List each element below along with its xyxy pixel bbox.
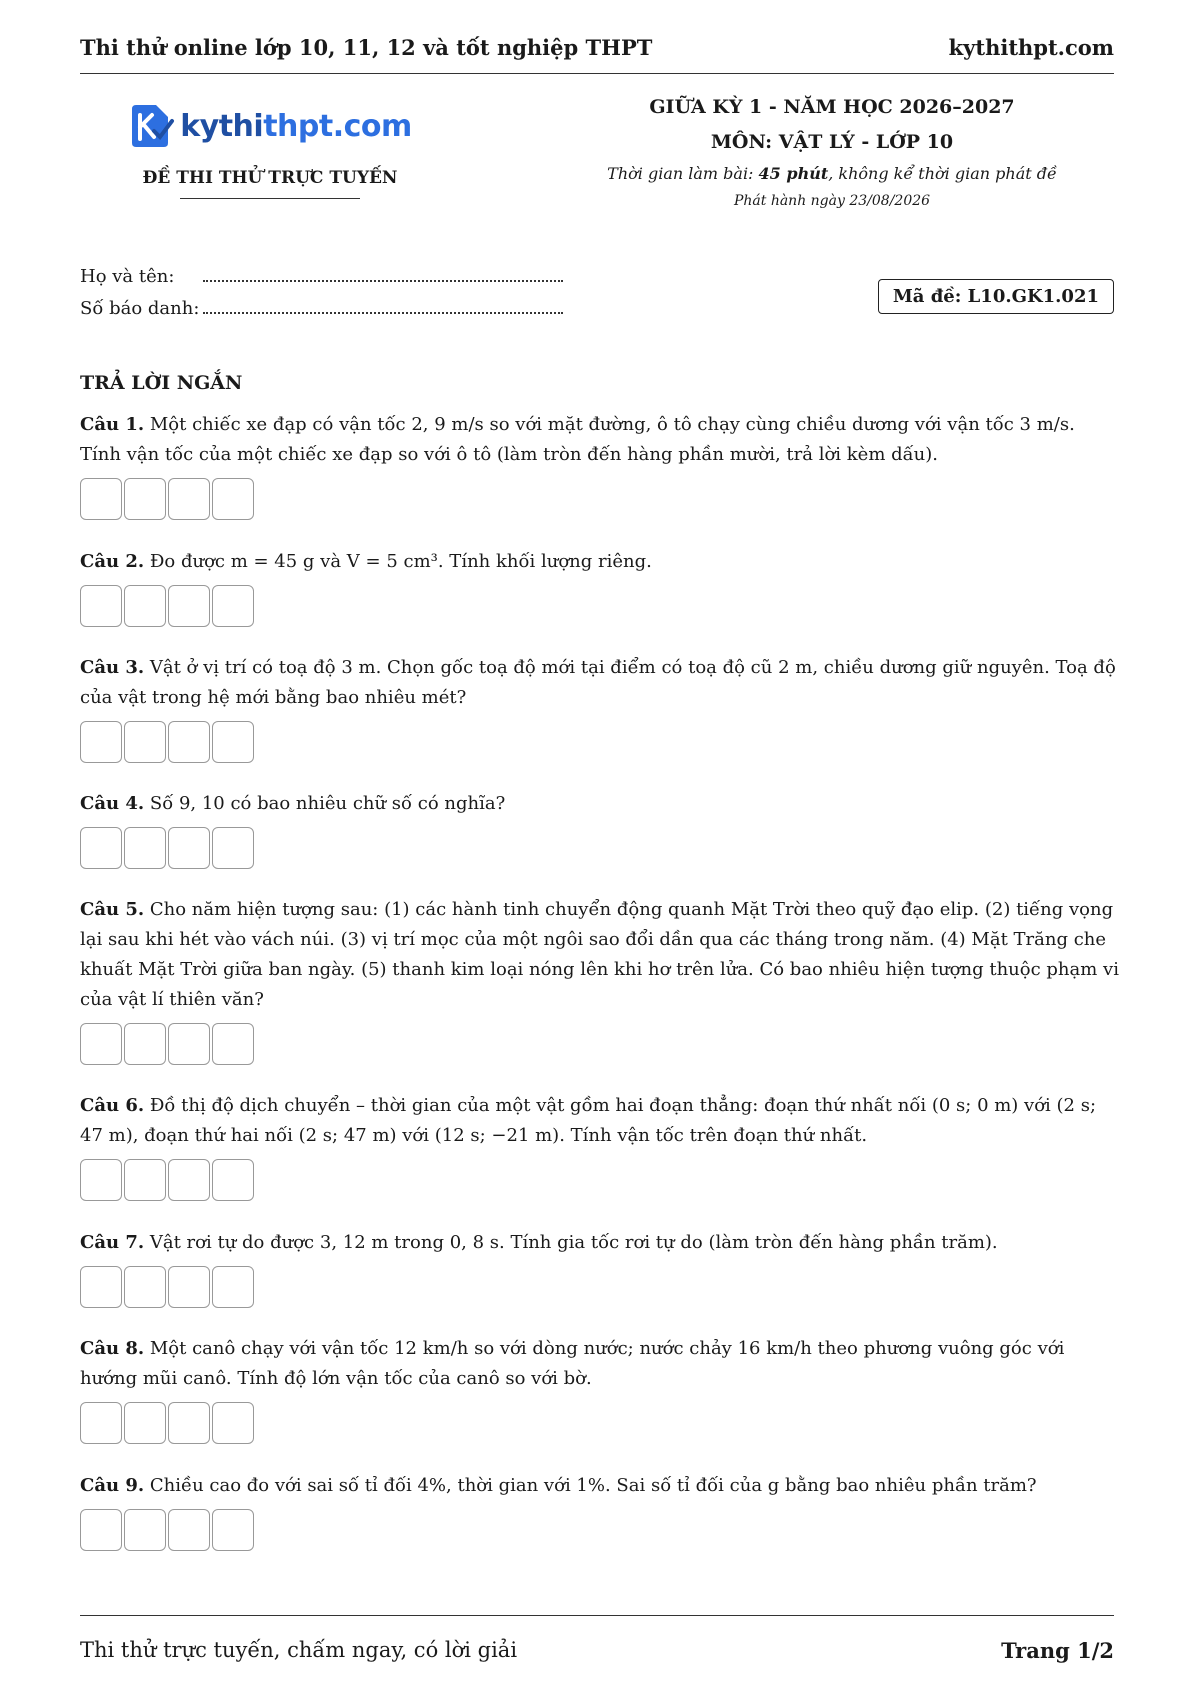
answer-box[interactable] (80, 1509, 122, 1551)
page-footer (80, 1615, 1114, 1663)
page-header (80, 22, 1114, 74)
answer-boxes (80, 585, 1119, 627)
answer-box[interactable] (168, 1159, 210, 1201)
answer-box[interactable] (80, 478, 122, 520)
exam-heading (80, 90, 1114, 240)
answer-box[interactable] (80, 721, 122, 763)
logo (80, 98, 460, 154)
logo-text: kythithpt.com (180, 108, 412, 144)
answer-box[interactable] (212, 478, 254, 520)
answer-box[interactable] (168, 827, 210, 869)
question: Câu 5. Cho năm hiện tượng sau: (1) các hành tinh chuyển động quanh Mặt Trời theo quỹ đạo elip. (2) tiếng vọng lại sau khi hét vào vách núi. (3) vị trí mọc của một ngôi sao đổi dần qua các tháng trong năm. (4) Mặt Trăng che khuất Mặt Trời giữa ban ngày. (5) thanh kim loại nóng lên khi hơ trên lửa. Có bao nhiêu hiện tượng thuộc phạm vi của vật lí thiên văn? (80, 895, 1119, 1065)
answer-box[interactable] (124, 1402, 166, 1444)
question: Câu 1. Một chiếc xe đạp có vận tốc 2, 9 m/s so với mặt đường, ô tô chạy cùng chiều dương với vận tốc 3 m/s. Tính vận tốc của một chiếc xe đạp so với ô tô (làm tròn đến hàng phần mười, trả lời kèm dấu). (80, 410, 1119, 520)
answer-box[interactable] (212, 1266, 254, 1308)
question: Câu 3. Vật ở vị trí có toạ độ 3 m. Chọn gốc toạ độ mới tại điểm có toạ độ cũ 2 m, chiều dương giữ nguyên. Toạ độ của vật trong hệ mới bằng bao nhiêu mét? (80, 653, 1119, 763)
answer-box[interactable] (124, 1023, 166, 1065)
answer-box[interactable] (80, 1023, 122, 1065)
question: Câu 2. Đo được m = 45 g và V = 5 cm³. Tính khối lượng riêng. (80, 547, 1119, 627)
question: Câu 9. Chiều cao đo với sai số tỉ đối 4%, thời gian với 1%. Sai số tỉ đối của g bằng bao nhiêu phần trăm? (80, 1471, 1119, 1551)
page-number: Trang 1/2 (1001, 1638, 1114, 1663)
answer-box[interactable] (124, 721, 166, 763)
answer-box[interactable] (168, 1023, 210, 1065)
answer-boxes (80, 1509, 1119, 1551)
answer-box[interactable] (124, 1159, 166, 1201)
exam-time: Thời gian làm bài: 45 phút, không kể thời gian phát đề (607, 164, 1057, 183)
exam-release: Phát hành ngày 23/08/2026 (733, 193, 931, 209)
question: Câu 4. Số 9, 10 có bao nhiêu chữ số có nghĩa? (80, 789, 1119, 869)
answer-box[interactable] (212, 827, 254, 869)
exam-code-badge: Mã đề: L10.GK1.021 (878, 279, 1114, 314)
answer-box[interactable] (124, 827, 166, 869)
answer-box[interactable] (168, 1266, 210, 1308)
header-tagline: Thi thử online lớp 10, 11, 12 và tốt nghiệp THPT (80, 35, 653, 60)
answer-box[interactable] (168, 1402, 210, 1444)
answer-box[interactable] (80, 1159, 122, 1201)
question: Câu 6. Đồ thị độ dịch chuyển – thời gian của một vật gồm hai đoạn thẳng: đoạn thứ nhất nối (0 s; 0 m) với (2 s; 47 m), đoạn thứ hai nối (2 s; 47 m) với (12 s; −21 m). Tính vận tốc trên đoạn thứ nhất. (80, 1091, 1119, 1201)
answer-boxes (80, 1159, 1119, 1201)
answer-box[interactable] (212, 1023, 254, 1065)
answer-boxes (80, 827, 1119, 869)
divider (180, 198, 360, 199)
answer-box[interactable] (212, 1509, 254, 1551)
question: Câu 8. Một canô chạy với vận tốc 12 km/h so với dòng nước; nước chảy 16 km/h theo phương vuông góc với hướng mũi canô. Tính độ lớn vận tốc của canô so với bờ. (80, 1334, 1119, 1444)
exam-subject: MÔN: VẬT LÝ - LỚP 10 (710, 131, 954, 153)
name-field[interactable] (203, 268, 563, 282)
answer-box[interactable] (80, 1402, 122, 1444)
answer-box[interactable] (212, 1159, 254, 1201)
exam-info (550, 90, 1114, 209)
name-label: Họ và tên: (80, 266, 175, 287)
answer-box[interactable] (168, 478, 210, 520)
answer-box[interactable] (80, 827, 122, 869)
logo-icon (128, 101, 176, 151)
answer-box[interactable] (80, 1266, 122, 1308)
answer-box[interactable] (124, 478, 166, 520)
answer-box[interactable] (212, 585, 254, 627)
student-info (80, 266, 1114, 330)
id-field[interactable] (203, 300, 563, 314)
answer-boxes (80, 721, 1119, 763)
footer-tagline: Thi thử trực tuyến, chấm ngay, có lời giải (80, 1638, 518, 1662)
brand-block (80, 90, 460, 199)
answer-box[interactable] (168, 721, 210, 763)
question: Câu 7. Vật rơi tự do được 3, 12 m trong 0, 8 s. Tính gia tốc rơi tự do (làm tròn đến hàng phần trăm). (80, 1228, 1119, 1308)
answer-boxes (80, 478, 1119, 520)
exam-term: GIỮA KỲ 1 - NĂM HỌC 2026–2027 (649, 96, 1015, 118)
answer-box[interactable] (124, 1266, 166, 1308)
answer-box[interactable] (80, 585, 122, 627)
answer-box[interactable] (124, 585, 166, 627)
id-label: Số báo danh: (80, 298, 200, 319)
answer-box[interactable] (212, 1402, 254, 1444)
section-title: TRẢ LỜI NGẮN (80, 372, 243, 394)
answer-boxes (80, 1266, 1119, 1308)
answer-box[interactable] (124, 1509, 166, 1551)
header-site[interactable]: kythithpt.com (948, 35, 1114, 60)
answer-boxes (80, 1023, 1119, 1065)
answer-box[interactable] (168, 585, 210, 627)
answer-box[interactable] (168, 1509, 210, 1551)
brand-subtitle: ĐỀ THI THỬ TRỰC TUYẾN (142, 168, 398, 188)
answer-boxes (80, 1402, 1119, 1444)
answer-box[interactable] (212, 721, 254, 763)
